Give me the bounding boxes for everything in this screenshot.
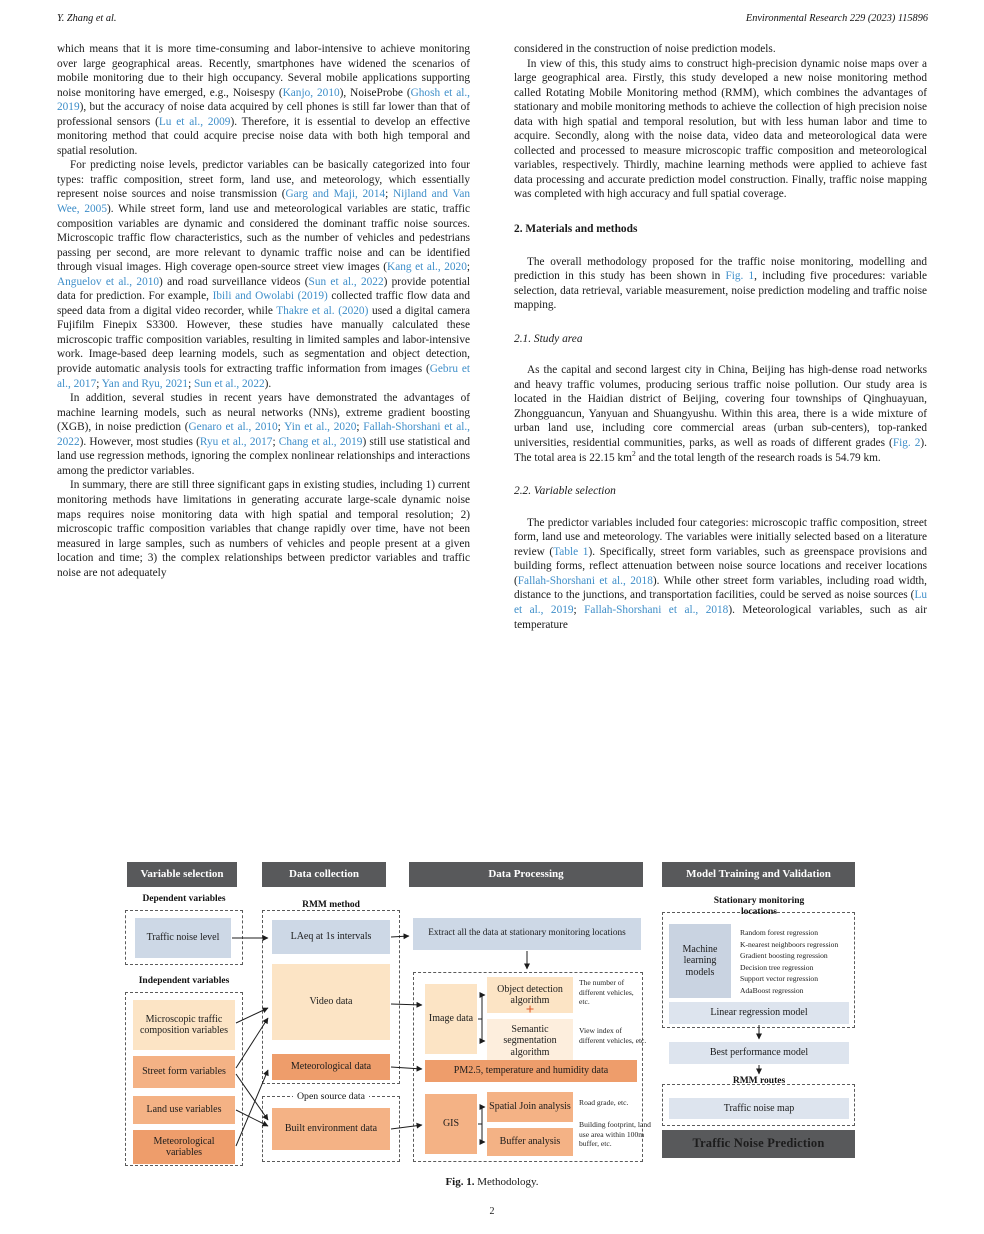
fig-node-object-detection: Object detection algorithm	[487, 977, 573, 1013]
text-run: ) provide potential data for prediction. For example,	[57, 275, 471, 303]
fig-annotation-spatial-join: Road grade, etc.	[579, 1098, 629, 1107]
figure-caption	[0, 1176, 984, 1188]
fig-label-dependent-variables: Dependent variables	[142, 894, 226, 904]
paragraph	[514, 363, 927, 465]
fig-node-built-environment-data: Built environment data	[272, 1108, 390, 1150]
paragraph	[514, 57, 927, 202]
fig-label-rmm-routes: RMM routes	[732, 1076, 786, 1086]
fig-node-image-data: Image data	[425, 984, 477, 1054]
fig-label-independent-variables: Independent variables	[138, 976, 230, 986]
fig-label-rmm-method: RMM method	[262, 900, 400, 911]
citation-link[interactable]: Fig. 1	[725, 270, 755, 283]
fig-column-header-data-collection: Data collection	[262, 862, 386, 887]
fig-ml-item-adaboost: AdaBoost regression	[740, 985, 804, 995]
figure-caption-text: Methodology.	[477, 1176, 539, 1188]
paragraph	[57, 478, 470, 580]
fig-node-traffic-noise-prediction: Traffic Noise Prediction	[662, 1130, 855, 1158]
citation-link[interactable]: Fig. 2	[892, 437, 921, 450]
fig-column-header-model-training: Model Training and Validation	[662, 862, 855, 887]
text-run: ). However, most studies (	[79, 435, 200, 448]
citation-link[interactable]: Chang et al., 2019	[278, 435, 363, 448]
fig-column-header-variable-selection: Variable selection	[127, 862, 237, 887]
fig-node-meteorological-data: Meteorological data	[272, 1054, 390, 1080]
citation-link[interactable]: Kanjo, 2010	[282, 86, 340, 99]
fig-node-microscopic-traffic-variables: Microscopic traffic composition variables	[133, 1000, 235, 1050]
paragraph	[514, 516, 927, 632]
text-run: In view of this, this study aims to construct high-precision dynamic noise maps over a large geographical area. Firstly, this study developed a new noise monitoring method called Rotating Mobile Monitoring method (RMM), which combines the advantages of stationary and mobile monitoring methods to achieve the collection of high precision noise data with high spatial and temporal resolution, but with less human labor and time to acquire. Secondly, along with the noise data, video data and meteorological data were collected and processed to measure microscopic traffic composition and meteorological variables, respectively. Thirdly, machine learning methods were applied to achieve fast data processing and accurate prediction model construction. Finally, traffic noise mapping was completed with high accuracy and full spatial coverage.	[514, 57, 927, 201]
citation-link[interactable]: Anguelov et al., 2010	[57, 275, 160, 288]
text-column-right	[514, 42, 927, 632]
text-run: ). Therefore, it is essential to develop an effective monitoring method that could acquire precise noise data with both high temporal and spatial resolution.	[57, 115, 470, 157]
text-run: ;	[188, 377, 195, 390]
fig-node-machine-learning-models: Machine learning models	[669, 924, 731, 998]
subsection-heading: 2.1. Study area	[514, 332, 583, 345]
text-run: ). The total area is 22.15 km	[514, 437, 927, 464]
citation-link[interactable]: Yin et al., 2020	[284, 421, 357, 434]
paragraph	[57, 158, 470, 391]
text-run: which means that it is more time-consuming and labor-intensive to achieve monitoring over large geographical areas. Recently, smartphones have widened the scenarios of mobile monitoring due to their high occupancy. Several mobile applications supporting noise monitoring have emerged, e.g., Noisespy (	[57, 43, 470, 99]
fig-ml-item-random-forest: Random forest regression	[740, 928, 819, 937]
fig-annotation-semantic-segmentation: View index of different vehicles, etc.	[579, 1026, 647, 1045]
fig-node-semantic-segmentation: Semantic segmentation algorithm	[487, 1019, 573, 1063]
fig-node-laeq-intervals: LAeq at 1s intervals	[272, 920, 390, 954]
text-run: In summary, there are still three significant gaps in existing studies, including 1) current monitoring methods have limitations in generating accurate large-scale dynamic noise maps requires noise monitoring data with high spatial and temporal resolution; 2) microscopic traffic composition variables that change rapidly over time, have not been measured in large samples, such as numbers of vehicles and people present at a given location and time; 3) the complex relationships between predictor variables and traffic noise are not adequately	[57, 479, 470, 579]
text-run: ;	[573, 603, 585, 616]
text-run: and the total length of the research roads is 54.79 km.	[635, 451, 881, 464]
citation-link[interactable]: Genaro et al., 2010	[188, 421, 278, 434]
citation-link[interactable]: Ghosh et al., 2019	[57, 86, 471, 114]
fig-node-pm25-temperature-humidity: PM2.5, temperature and humidity data	[425, 1060, 637, 1082]
text-run: ;	[272, 435, 279, 448]
text-run: ). While street form, land use and meteorological variables are static, traffic composition variables are dynamic and considered the dominant traffic noise sources. Microscopic traffic flow characteristics, such as the number of vehicles and pedestrians passing per second, are more relevant to dynamic traffic noise and can be identified through visual images. High coverage open-source street view images (	[57, 203, 470, 274]
text-run: ). Meteorological variables, such as air temperature	[514, 603, 927, 631]
text-run: ), NoiseProbe (	[339, 86, 411, 99]
fig-node-meteorological-variables: Meteorological variables	[133, 1130, 235, 1164]
section-heading: 2. Materials and methods	[514, 223, 638, 236]
citation-link[interactable]: Fallah-Shorshani et al., 2018	[584, 603, 729, 616]
fig-ml-item-decision-tree: Decision tree regression	[740, 962, 814, 972]
figure-caption-label: Fig. 1.	[445, 1176, 475, 1188]
citation-link[interactable]: Sun et al., 2022	[308, 275, 384, 288]
figure-methodology	[120, 858, 855, 1173]
citation-link[interactable]: Yan and Ryu, 2021	[101, 377, 189, 390]
text-run: , including five procedures: variable selection, data retrieval, variable measurement, noise prediction modeling and traffic noise mapping.	[514, 270, 927, 312]
citation-link[interactable]: Gebru et al., 2017	[57, 363, 470, 390]
fig-ml-item-gradient-boost: Gradient boosting regression	[740, 951, 828, 961]
fig-node-gis: GIS	[425, 1094, 477, 1154]
citation-link[interactable]: Kang et al., 2020	[387, 261, 467, 274]
subsection-heading: 2.2. Variable selection	[514, 485, 616, 498]
fig-node-land-use-variables: Land use variables	[133, 1096, 235, 1124]
fig-node-spatial-join-analysis: Spatial Join analysis	[487, 1092, 573, 1122]
text-run: ), but the accuracy of noise data acquired by cell phones is still far lower than that of professional sensors (	[57, 101, 470, 128]
superscript: 2	[631, 448, 636, 458]
fig-ml-item-knn: K-nearest neighboors regression	[740, 939, 839, 949]
text-run: ;	[466, 261, 470, 274]
fig-node-linear-regression-model: Linear regression model	[669, 1002, 849, 1024]
text-column-left	[57, 42, 470, 580]
text-run: As the capital and second largest city in China, Beijing has high-dense road networks and heavy traffic volumes, producing serious traffic noise pollution. Our study area is located in the Haidian district of Beijing, covering four townships of Qinghuayuan, Zhongguancun, Yanyuan and Shuangyushu. Within this area, there is a wide mixture of urban land use, including core commercial areas (urban sub-centers), top-ranked universities, residential communities, parks, as well as roads of different grades (	[514, 364, 927, 450]
text-run: For predicting noise levels, predictor variables can be basically categorized into four types: traffic composition, street form, land use, and meteorology, which essentially represent noise sources and noise transmission (	[57, 159, 470, 201]
citation-link[interactable]: Ryu et al., 2017	[199, 435, 273, 448]
running-header	[57, 13, 928, 24]
fig-annotation-object-detection: The number of different vehicles, etc.	[579, 978, 634, 1007]
fig-node-extract-data: Extract all the data at stationary monitoring locations	[413, 918, 641, 950]
text-run: ). While other street form variables, including road width, distance to the junctions, and transportation facilities, could be served as noise sources (	[514, 574, 927, 602]
fig-node-street-form-variables: Street form variables	[133, 1056, 235, 1088]
text-run: ).	[264, 377, 272, 390]
text-run: ;	[356, 421, 364, 434]
fig-label-open-source-data: Open source data	[262, 1091, 400, 1102]
paragraph	[514, 42, 927, 57]
fig-ml-item-support-vector: Support vector regression	[740, 974, 819, 984]
text-run: ;	[96, 377, 102, 390]
citation-link[interactable]: Table 1	[553, 545, 589, 558]
page-number: 2	[489, 1206, 495, 1217]
text-run: ) and road surveillance videos (	[159, 275, 309, 288]
fig-node-traffic-noise-map: Traffic noise map	[669, 1098, 849, 1119]
text-run: ;	[277, 421, 285, 434]
citation-link[interactable]: Nijland and Van Wee, 2005	[57, 188, 471, 216]
citation-link[interactable]: Thakre et al. (2020)	[276, 304, 369, 317]
fig-node-traffic-noise-level: Traffic noise level	[135, 918, 231, 958]
text-run: The predictor variables included four categories: microscopic traffic composition, street form, land use and meteorology. The variables were initially selected based on a literature review (	[514, 516, 927, 558]
text-run: The overall methodology proposed for the traffic noise monitoring, modelling and prediction in this study has been shown in	[514, 255, 927, 283]
paragraph	[57, 42, 470, 158]
fig-node-buffer-analysis: Buffer analysis	[487, 1128, 573, 1156]
text-run: considered in the construction of noise prediction models.	[514, 43, 776, 55]
text-run: collected traffic flow data and speed data from a digital video recorder, while	[57, 290, 470, 317]
citation-link[interactable]: Ibili and Owolabi (2019)	[212, 290, 328, 303]
paragraph	[514, 255, 927, 313]
fig-node-video-data: Video data	[272, 964, 390, 1040]
text-run: ). Specifically, street form variables, such as greenspace provisions and building forms, reflect attenuation between noise source locations and receiver locations (	[514, 545, 927, 587]
citation-link[interactable]: Garg and Maji, 2014	[285, 188, 386, 201]
text-run: In addition, several studies in recent years have demonstrated the advantages of machine learning models, such as neural networks (NNs), extreme gradient boosting (XGB), in noise prediction (	[57, 392, 470, 434]
fig-node-best-performance-model: Best performance model	[669, 1042, 849, 1064]
citation-link[interactable]: Fallah-Shorshani et al., 2022	[57, 421, 470, 448]
text-run: ) still use statistical and land use regression methods, ignoring the complex nonlinear relationships and interactions among the predictor variables.	[57, 435, 471, 477]
paragraph	[57, 391, 470, 478]
text-run: used a digital camera Fujifilm Finepix S3300. However, these studies have manually calculated these microscopic traffic composition variables, resulting in limited samples and labor-intensive work. Image-based deep learning models, such as segmentation and object detection, provide automatic analysis tools for extracting traffic information from images (	[57, 304, 470, 376]
citation-link[interactable]: Fallah-Shorshani et al., 2018	[517, 574, 653, 587]
running-header-journal: Environmental Research 229 (2023) 115896	[745, 13, 928, 24]
fig-annotation-buffer: Building footprint, land use area within 100m buffer, etc.	[579, 1120, 651, 1149]
citation-link[interactable]: Sun et al., 2022	[194, 377, 265, 390]
citation-link[interactable]: Lu et al., 2019	[514, 589, 927, 616]
fig-label-stationary-monitoring: Stationary monitoring locations	[713, 896, 805, 917]
citation-link[interactable]: Lu et al., 2009	[158, 115, 231, 128]
plus-icon: +	[525, 1002, 535, 1018]
fig-column-header-data-processing: Data Processing	[409, 862, 643, 887]
running-header-authors: Y. Zhang et al.	[57, 13, 117, 24]
text-run: ;	[385, 188, 393, 201]
